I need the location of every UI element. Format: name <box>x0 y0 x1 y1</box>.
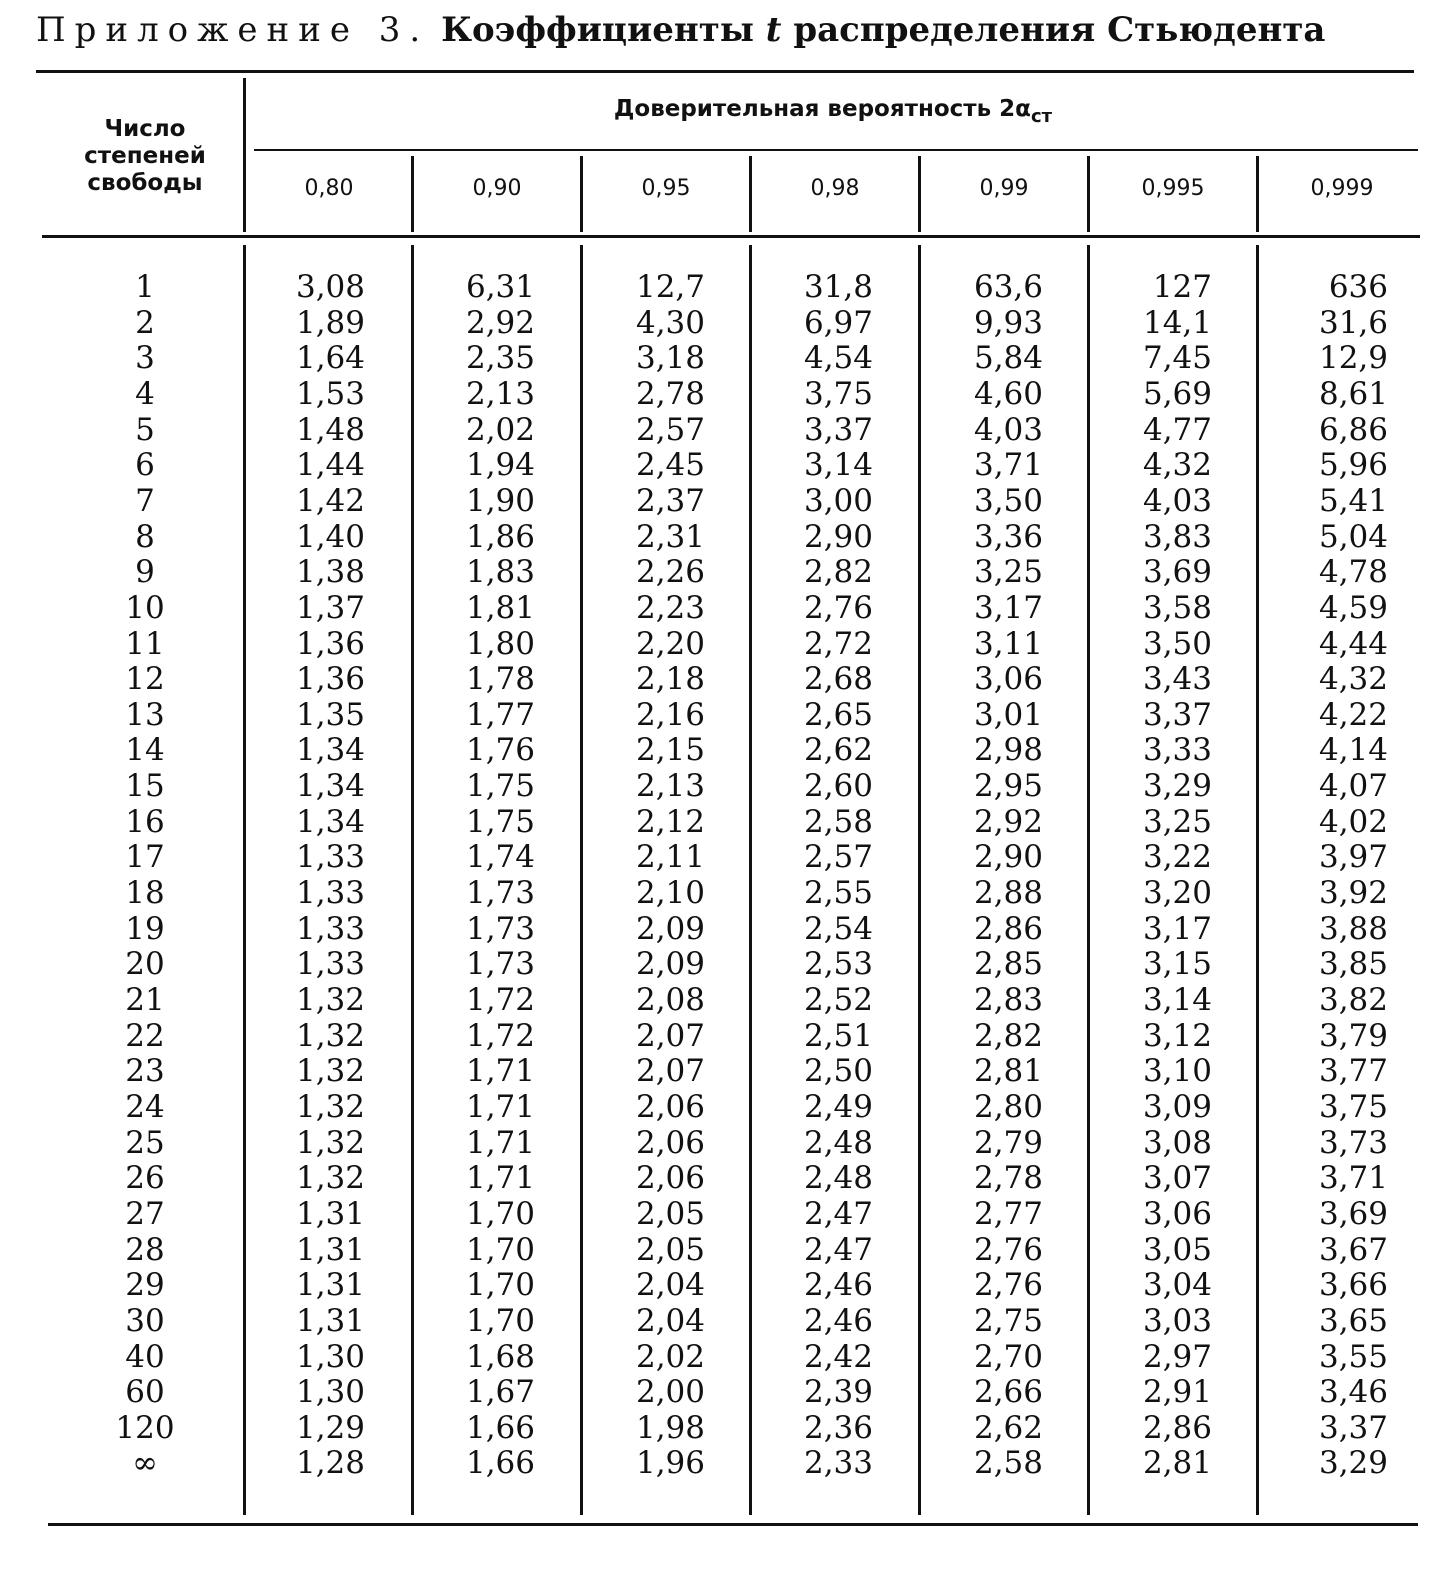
df-value: 13 <box>125 696 165 733</box>
t-coefficient-cell: 2,81 <box>1142 1445 1212 1482</box>
t-coefficient-cell: 3,65 <box>1318 1302 1388 1339</box>
t-coefficient-cell: 2,16 <box>635 696 705 733</box>
header-bottom-rule <box>42 235 1420 238</box>
t-coefficient-cell: 3,92 <box>1318 875 1388 912</box>
t-coefficient-cell: 1,32 <box>295 982 365 1018</box>
t-coefficient-cell: 4,32 <box>1142 447 1212 484</box>
t-coefficient-cell: 2,57 <box>635 411 705 448</box>
t-coefficient-cell: 4,44 <box>1318 625 1388 662</box>
t-coefficient-cell: 2,49 <box>803 1088 873 1125</box>
t-coefficient-cell: 2,04 <box>635 1302 705 1339</box>
t-coefficient-cell: 2,53 <box>803 946 873 983</box>
t-coefficient-cell: 1,70 <box>465 1302 535 1339</box>
df-header-line: степеней <box>84 143 206 169</box>
t-coefficient-cell: 3,69 <box>1318 1195 1388 1232</box>
t-coefficient-cell: 3,73 <box>1318 1124 1388 1161</box>
t-coefficient-cell: 1,36 <box>295 661 365 698</box>
t-coefficient-cell: 1,71 <box>465 1160 535 1197</box>
t-coefficient-cell: 2,60 <box>803 768 873 805</box>
t-coefficient-cell: 2,92 <box>973 803 1043 840</box>
t-coefficient-cell: 2,72 <box>803 625 873 662</box>
t-coefficient-cell: 3,05 <box>1142 1231 1212 1268</box>
t-coefficient-cell: 2,95 <box>973 768 1043 805</box>
t-coefficient-cell: 3,58 <box>1142 589 1212 626</box>
df-value: 29 <box>125 1267 165 1304</box>
t-coefficient-cell: 2,06 <box>635 1160 705 1197</box>
df-value: 16 <box>125 803 165 840</box>
df-value: 17 <box>125 839 165 876</box>
t-coefficient-cell: 2,07 <box>635 1053 705 1090</box>
title-variable: t <box>765 10 782 50</box>
t-coefficient-cell: 3,06 <box>1142 1195 1212 1232</box>
df-value: 18 <box>125 875 165 912</box>
df-value: 11 <box>125 625 165 662</box>
t-coefficient-cell: 3,18 <box>635 340 705 377</box>
t-coefficient-cell: 3,37 <box>1318 1409 1388 1446</box>
t-coefficient-cell: 1,90 <box>465 482 535 519</box>
t-coefficient-cell: 1,78 <box>465 661 535 698</box>
t-coefficient-cell: 1,66 <box>465 1409 535 1446</box>
t-coefficient-cell: 3,07 <box>1142 1160 1212 1197</box>
t-coefficient-cell: 1,71 <box>465 1088 535 1125</box>
t-coefficient-cell: 4,03 <box>973 411 1043 448</box>
t-coefficient-cell: 1,83 <box>465 554 535 591</box>
t-coefficient-cell: 1,73 <box>465 875 535 912</box>
t-coefficient-cell: 2,23 <box>635 589 705 626</box>
t-coefficient-cell: 3,10 <box>1142 1053 1212 1090</box>
t-coefficient-cell: 2,08 <box>635 982 705 1018</box>
t-coefficient-cell: 2,70 <box>973 1338 1043 1375</box>
t-coefficient-cell: 6,97 <box>803 304 873 341</box>
df-value: 6 <box>135 447 155 484</box>
df-value: 24 <box>125 1088 165 1125</box>
t-coefficient-cell: 3,01 <box>973 696 1043 733</box>
prob-header-rule <box>254 149 1418 151</box>
t-coefficient-cell: 3,37 <box>1142 696 1212 733</box>
t-coefficient-cell: 2,50 <box>803 1053 873 1090</box>
t-coefficient-cell: 2,86 <box>973 910 1043 947</box>
t-coefficient-cell: 2,06 <box>635 1124 705 1161</box>
t-coefficient-cell: 1,98 <box>635 1409 705 1446</box>
t-coefficient-cell: 2,58 <box>973 1445 1043 1482</box>
t-coefficient-cell: 3,29 <box>1318 1445 1388 1482</box>
t-coefficient-cell: 2,12 <box>635 803 705 840</box>
t-coefficient-cell: 1,34 <box>295 803 365 840</box>
t-coefficient-cell: 1,36 <box>295 625 365 662</box>
t-coefficient-cell: 3,00 <box>803 482 873 519</box>
t-coefficient-cell: 3,69 <box>1142 554 1212 591</box>
t-coefficient-cell: 1,33 <box>295 946 365 983</box>
df-value: 28 <box>125 1231 165 1268</box>
df-value: 12 <box>125 661 165 698</box>
t-coefficient-cell: 636 <box>1328 269 1388 305</box>
t-coefficient-cell: 4,02 <box>1318 803 1388 840</box>
t-coefficient-cell: 12,9 <box>1318 340 1388 377</box>
t-coefficient-cell: 3,36 <box>973 518 1043 555</box>
t-coefficient-cell: 3,71 <box>973 447 1043 484</box>
t-coefficient-cell: 1,71 <box>465 1124 535 1161</box>
t-coefficient-cell: 3,75 <box>1318 1088 1388 1125</box>
t-coefficient-cell: 2,54 <box>803 910 873 947</box>
t-coefficient-cell: 1,53 <box>295 375 365 412</box>
t-coefficient-cell: 2,90 <box>803 518 873 555</box>
t-coefficient-cell: 3,25 <box>1142 803 1212 840</box>
t-coefficient-cell: 2,90 <box>973 839 1043 876</box>
t-coefficient-cell: 3,46 <box>1318 1374 1388 1411</box>
title-part2: распределения Стьюдента <box>793 10 1326 50</box>
t-coefficient-cell: 1,34 <box>295 768 365 805</box>
t-coefficient-cell: 2,62 <box>803 732 873 769</box>
t-coefficient-cell: 1,72 <box>465 1017 535 1054</box>
t-coefficient-cell: 3,29 <box>1142 768 1212 805</box>
df-header-line: свободы <box>87 170 203 196</box>
t-coefficient-cell: 1,40 <box>295 518 365 555</box>
t-coefficient-cell: 2,46 <box>803 1267 873 1304</box>
t-coefficient-cell: 2,83 <box>973 982 1043 1018</box>
t-coefficient-cell: 2,13 <box>465 375 535 412</box>
t-coefficient-cell: 1,70 <box>465 1195 535 1232</box>
t-coefficient-cell: 2,36 <box>803 1409 873 1446</box>
df-value: 20 <box>125 946 165 983</box>
t-coefficient-cell: 2,10 <box>635 875 705 912</box>
t-coefficient-cell: 63,6 <box>973 269 1043 305</box>
t-coefficient-cell: 3,77 <box>1318 1053 1388 1090</box>
t-coefficient-cell: 3,04 <box>1142 1267 1212 1304</box>
t-coefficient-cell: 2,02 <box>635 1338 705 1375</box>
df-value: 26 <box>125 1160 165 1197</box>
t-coefficient-cell: 4,77 <box>1142 411 1212 448</box>
t-coefficient-cell: 2,85 <box>973 946 1043 983</box>
t-coefficient-cell: 1,75 <box>465 768 535 805</box>
t-coefficient-cell: 1,32 <box>295 1088 365 1125</box>
t-coefficient-cell: 1,31 <box>295 1195 365 1232</box>
confidence-level-header: 0,999 <box>1310 176 1374 201</box>
t-coefficient-cell: 3,75 <box>803 375 873 412</box>
t-coefficient-cell: 2,75 <box>973 1302 1043 1339</box>
t-coefficient-cell: 2,58 <box>803 803 873 840</box>
t-coefficient-cell: 1,38 <box>295 554 365 591</box>
t-coefficient-cell: 3,15 <box>1142 946 1212 983</box>
degrees-of-freedom-header <box>60 116 230 197</box>
t-coefficient-cell: 2,62 <box>973 1409 1043 1446</box>
t-coefficient-cell: 5,69 <box>1142 375 1212 412</box>
t-coefficient-cell: 6,86 <box>1318 411 1388 448</box>
t-coefficient-cell: 1,28 <box>295 1445 365 1482</box>
t-coefficient-cell: 2,37 <box>635 482 705 519</box>
t-coefficient-cell: 1,48 <box>295 411 365 448</box>
df-value: 30 <box>125 1302 165 1339</box>
t-coefficient-cell: 2,76 <box>973 1267 1043 1304</box>
t-coefficient-cell: 2,78 <box>635 375 705 412</box>
t-coefficient-cell: 3,11 <box>973 625 1043 662</box>
t-coefficient-cell: 2,76 <box>973 1231 1043 1268</box>
t-coefficient-cell: 3,17 <box>973 589 1043 626</box>
t-coefficient-cell: 3,33 <box>1142 732 1212 769</box>
df-value: 60 <box>125 1374 165 1411</box>
confidence-level-header: 0,90 <box>472 176 522 201</box>
t-coefficient-cell: 4,54 <box>803 340 873 377</box>
confidence-level-header: 0,995 <box>1141 176 1205 201</box>
t-coefficient-cell: 1,96 <box>635 1445 705 1482</box>
t-coefficient-cell: 3,55 <box>1318 1338 1388 1375</box>
t-coefficient-cell: 1,32 <box>295 1017 365 1054</box>
t-coefficient-cell: 2,05 <box>635 1195 705 1232</box>
t-coefficient-cell: 3,17 <box>1142 910 1212 947</box>
t-coefficient-cell: 2,35 <box>465 340 535 377</box>
t-coefficient-cell: 3,50 <box>973 482 1043 519</box>
t-coefficient-cell: 127 <box>1152 269 1212 305</box>
t-coefficient-cell: 1,32 <box>295 1160 365 1197</box>
t-coefficient-cell: 3,82 <box>1318 982 1388 1018</box>
t-coefficient-cell: 31,6 <box>1318 304 1388 341</box>
df-value: 2 <box>135 304 155 341</box>
t-coefficient-cell: 3,71 <box>1318 1160 1388 1197</box>
t-coefficient-cell: 1,67 <box>465 1374 535 1411</box>
t-coefficient-cell: 1,42 <box>295 482 365 519</box>
t-coefficient-cell: 2,66 <box>973 1374 1043 1411</box>
t-coefficient-cell: 3,08 <box>295 269 365 305</box>
t-coefficient-cell: 5,04 <box>1318 518 1388 555</box>
df-value: 27 <box>125 1195 165 1232</box>
t-coefficient-cell: 1,76 <box>465 732 535 769</box>
t-coefficient-cell: 3,66 <box>1318 1267 1388 1304</box>
t-coefficient-cell: 1,73 <box>465 910 535 947</box>
t-coefficient-cell: 3,25 <box>973 554 1043 591</box>
t-coefficient-cell: 2,98 <box>973 732 1043 769</box>
t-coefficient-cell: 7,45 <box>1142 340 1212 377</box>
t-coefficient-cell: 2,00 <box>635 1374 705 1411</box>
t-coefficient-cell: 3,67 <box>1318 1231 1388 1268</box>
df-value: 15 <box>125 768 165 805</box>
t-coefficient-cell: 3,14 <box>803 447 873 484</box>
t-coefficient-cell: 3,50 <box>1142 625 1212 662</box>
t-coefficient-cell: 2,97 <box>1142 1338 1212 1375</box>
t-coefficient-cell: 2,77 <box>973 1195 1043 1232</box>
t-coefficient-cell: 2,09 <box>635 910 705 947</box>
prob-header-subscript: ст <box>1030 106 1053 127</box>
t-coefficient-cell: 2,86 <box>1142 1409 1212 1446</box>
confidence-level-header: 0,98 <box>810 176 860 201</box>
t-coefficient-cell: 3,14 <box>1142 982 1212 1018</box>
t-coefficient-cell: 4,59 <box>1318 589 1388 626</box>
df-value: 40 <box>125 1338 165 1375</box>
df-value: 25 <box>125 1124 165 1161</box>
t-coefficient-cell: 1,32 <box>295 1053 365 1090</box>
t-coefficient-cell: 2,81 <box>973 1053 1043 1090</box>
t-coefficient-cell: 2,55 <box>803 875 873 912</box>
t-coefficient-cell: 4,22 <box>1318 696 1388 733</box>
t-coefficient-cell: 2,15 <box>635 732 705 769</box>
t-coefficient-cell: 2,47 <box>803 1231 873 1268</box>
t-coefficient-cell: 1,75 <box>465 803 535 840</box>
df-value: 5 <box>135 411 155 448</box>
t-coefficient-cell: 3,79 <box>1318 1017 1388 1054</box>
title-part1: Коэффициенты <box>441 10 754 50</box>
t-coefficient-cell: 1,70 <box>465 1231 535 1268</box>
t-coefficient-cell: 3,37 <box>803 411 873 448</box>
t-coefficient-cell: 2,04 <box>635 1267 705 1304</box>
t-coefficient-cell: 1,73 <box>465 946 535 983</box>
top-rule <box>36 70 1414 73</box>
t-coefficient-cell: 3,20 <box>1142 875 1212 912</box>
t-coefficient-cell: 1,94 <box>465 447 535 484</box>
bottom-rule <box>48 1523 1418 1526</box>
t-coefficient-cell: 8,61 <box>1318 375 1388 412</box>
title-prefix: Приложение 3. <box>36 10 430 50</box>
t-coefficient-cell: 1,29 <box>295 1409 365 1446</box>
t-coefficient-cell: 4,60 <box>973 375 1043 412</box>
t-coefficient-cell: 1,33 <box>295 875 365 912</box>
t-coefficient-cell: 2,57 <box>803 839 873 876</box>
confidence-level-header: 0,80 <box>304 176 354 201</box>
t-coefficient-cell: 1,35 <box>295 696 365 733</box>
t-coefficient-cell: 1,44 <box>295 447 365 484</box>
t-coefficient-cell: 1,30 <box>295 1338 365 1375</box>
t-coefficient-cell: 1,71 <box>465 1053 535 1090</box>
t-coefficient-cell: 6,31 <box>465 269 535 305</box>
t-coefficient-cell: 1,74 <box>465 839 535 876</box>
t-coefficient-cell: 2,52 <box>803 982 873 1018</box>
t-coefficient-cell: 1,30 <box>295 1374 365 1411</box>
t-coefficient-cell: 2,45 <box>635 447 705 484</box>
t-coefficient-cell: 3,03 <box>1142 1302 1212 1339</box>
t-coefficient-cell: 2,68 <box>803 661 873 698</box>
df-value: 10 <box>125 589 165 626</box>
t-coefficient-cell: 2,92 <box>465 304 535 341</box>
t-coefficient-cell: 1,89 <box>295 304 365 341</box>
t-coefficient-cell: 2,33 <box>803 1445 873 1482</box>
t-coefficient-cell: 2,80 <box>973 1088 1043 1125</box>
t-coefficient-cell: 2,48 <box>803 1160 873 1197</box>
df-value: 120 <box>115 1409 175 1446</box>
t-coefficient-cell: 1,32 <box>295 1124 365 1161</box>
page-title <box>36 10 1325 50</box>
t-coefficient-cell: 2,26 <box>635 554 705 591</box>
t-coefficient-cell: 3,88 <box>1318 910 1388 947</box>
t-coefficient-cell: 2,31 <box>635 518 705 555</box>
df-value: ∞ <box>132 1445 158 1482</box>
column-divider <box>243 78 246 232</box>
t-coefficient-cell: 2,51 <box>803 1017 873 1054</box>
t-coefficient-cell: 1,68 <box>465 1338 535 1375</box>
t-coefficient-cell: 2,02 <box>465 411 535 448</box>
t-coefficient-cell: 3,06 <box>973 661 1043 698</box>
t-coefficient-cell: 5,41 <box>1318 482 1388 519</box>
t-coefficient-cell: 14,1 <box>1142 304 1212 341</box>
df-value: 8 <box>135 518 155 555</box>
t-coefficient-cell: 2,46 <box>803 1302 873 1339</box>
t-coefficient-cell: 1,31 <box>295 1231 365 1268</box>
prob-header-text: Доверительная вероятность 2α <box>613 96 1031 122</box>
t-coefficient-cell: 3,85 <box>1318 946 1388 983</box>
t-coefficient-cell: 2,79 <box>973 1124 1043 1161</box>
t-coefficient-cell: 4,07 <box>1318 768 1388 805</box>
df-value: 9 <box>135 554 155 591</box>
t-coefficient-cell: 2,06 <box>635 1088 705 1125</box>
t-coefficient-cell: 12,7 <box>635 269 705 305</box>
t-coefficient-cell: 2,13 <box>635 768 705 805</box>
t-coefficient-cell: 1,34 <box>295 732 365 769</box>
df-header-line: Число <box>104 116 186 142</box>
confidence-level-header: 0,95 <box>641 176 691 201</box>
t-coefficient-cell: 3,97 <box>1318 839 1388 876</box>
t-coefficient-cell: 1,64 <box>295 340 365 377</box>
t-coefficient-cell: 3,09 <box>1142 1088 1212 1125</box>
t-coefficient-cell: 3,83 <box>1142 518 1212 555</box>
confidence-probability-header <box>250 96 1416 127</box>
t-coefficient-cell: 3,12 <box>1142 1017 1212 1054</box>
t-coefficient-cell: 2,82 <box>973 1017 1043 1054</box>
t-coefficient-cell: 1,77 <box>465 696 535 733</box>
t-coefficient-cell: 2,91 <box>1142 1374 1212 1411</box>
df-value: 14 <box>125 732 165 769</box>
t-coefficient-cell: 5,96 <box>1318 447 1388 484</box>
t-coefficient-cell: 1,81 <box>465 589 535 626</box>
t-coefficient-cell: 5,84 <box>973 340 1043 377</box>
t-coefficient-cell: 2,42 <box>803 1338 873 1375</box>
t-coefficient-cell: 2,48 <box>803 1124 873 1161</box>
df-value: 3 <box>135 340 155 377</box>
t-coefficient-cell: 1,33 <box>295 910 365 947</box>
t-coefficient-cell: 1,37 <box>295 589 365 626</box>
t-coefficient-cell: 2,78 <box>973 1160 1043 1197</box>
t-coefficient-cell: 2,39 <box>803 1374 873 1411</box>
t-coefficient-cell: 1,66 <box>465 1445 535 1482</box>
t-coefficient-cell: 1,31 <box>295 1267 365 1304</box>
t-coefficient-cell: 2,88 <box>973 875 1043 912</box>
t-coefficient-cell: 1,33 <box>295 839 365 876</box>
t-coefficient-cell: 1,86 <box>465 518 535 555</box>
t-coefficient-cell: 1,31 <box>295 1302 365 1339</box>
t-coefficient-cell: 4,32 <box>1318 661 1388 698</box>
t-coefficient-cell: 2,20 <box>635 625 705 662</box>
t-coefficient-cell: 4,03 <box>1142 482 1212 519</box>
t-coefficient-cell: 1,70 <box>465 1267 535 1304</box>
t-coefficient-cell: 1,72 <box>465 982 535 1018</box>
confidence-level-header: 0,99 <box>979 176 1029 201</box>
df-value: 21 <box>125 982 165 1018</box>
t-coefficient-cell: 1,80 <box>465 625 535 662</box>
t-coefficient-cell: 31,8 <box>803 269 873 305</box>
t-coefficient-cell: 2,18 <box>635 661 705 698</box>
df-value: 7 <box>135 482 155 519</box>
t-coefficient-cell: 3,22 <box>1142 839 1212 876</box>
t-coefficient-cell: 3,08 <box>1142 1124 1212 1161</box>
t-coefficient-cell: 2,07 <box>635 1017 705 1054</box>
t-coefficient-cell: 4,14 <box>1318 732 1388 769</box>
t-coefficient-cell: 4,30 <box>635 304 705 341</box>
df-value: 23 <box>125 1053 165 1090</box>
df-value: 4 <box>135 375 155 412</box>
t-coefficient-cell: 2,09 <box>635 946 705 983</box>
t-coefficient-cell: 2,47 <box>803 1195 873 1232</box>
t-coefficient-cell: 3,43 <box>1142 661 1212 698</box>
df-value: 19 <box>125 910 165 947</box>
t-coefficient-cell: 4,78 <box>1318 554 1388 591</box>
t-coefficient-cell: 2,76 <box>803 589 873 626</box>
t-coefficient-cell: 2,65 <box>803 696 873 733</box>
df-value: 22 <box>125 1017 165 1054</box>
t-coefficient-cell: 2,82 <box>803 554 873 591</box>
t-coefficient-cell: 2,11 <box>635 839 705 876</box>
t-coefficient-cell: 2,05 <box>635 1231 705 1268</box>
t-coefficient-cell: 9,93 <box>973 304 1043 341</box>
df-value: 1 <box>135 269 155 305</box>
